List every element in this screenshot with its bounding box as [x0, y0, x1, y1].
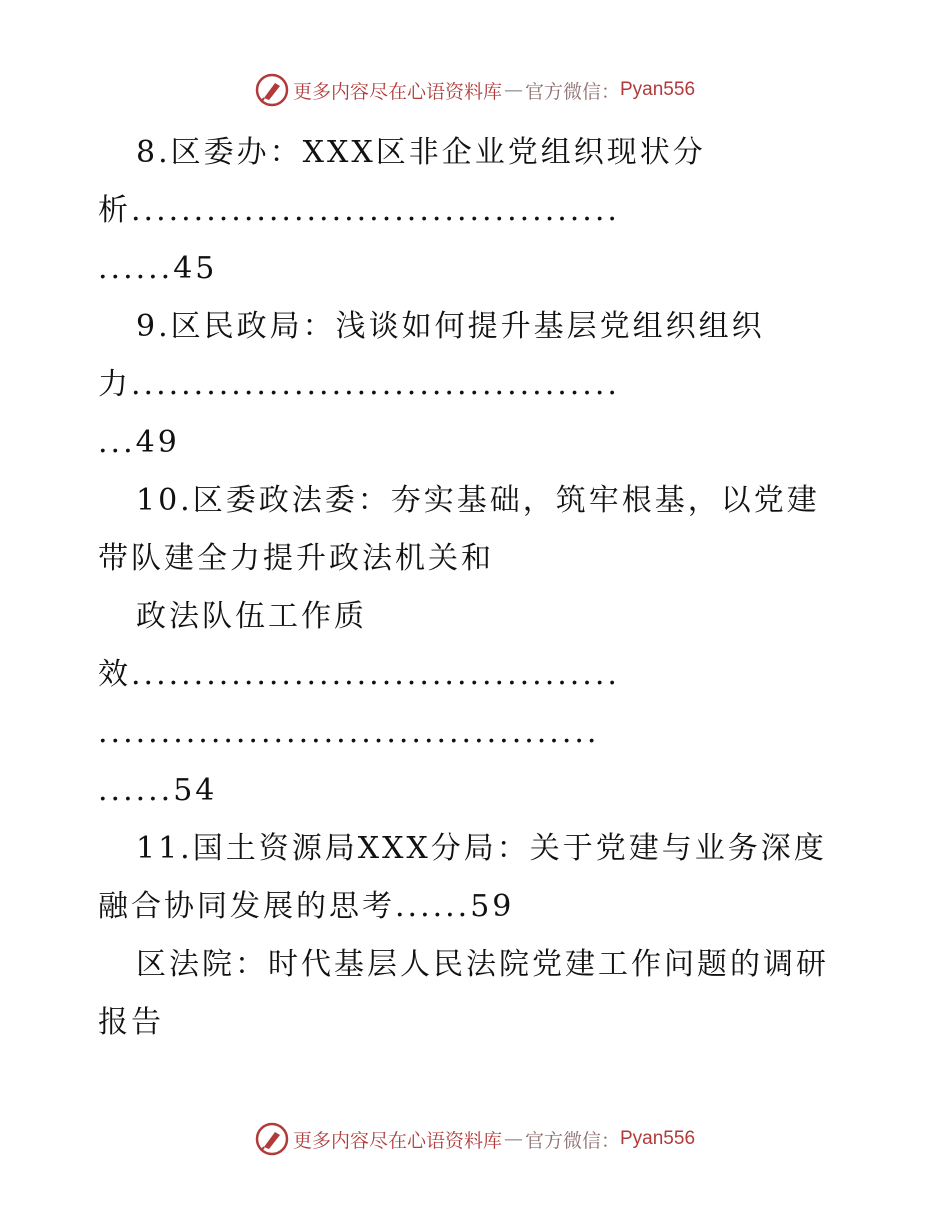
toc-line: 10.区委政法委：夯实基础，筑牢根基，以党建 [136, 483, 820, 518]
quill-logo-icon [255, 73, 289, 107]
toc-line: 带队建全力提升政法机关和 [98, 541, 494, 576]
toc-line: 效....................................... [98, 657, 620, 692]
wechat-label: 官方微信： [524, 80, 620, 103]
toc-line: ...49 [98, 425, 180, 460]
toc-line: 8.区委办：XXX区非企业党组织现状分 [136, 135, 706, 170]
toc-line: ......54 [98, 773, 218, 808]
table-of-contents [98, 124, 850, 1052]
toc-line: 融合协同发展的思考......59 [98, 889, 515, 924]
wechat-id: Pyan556 [620, 79, 696, 100]
toc-line: ......45 [98, 251, 218, 286]
header-watermark [0, 70, 950, 110]
banner-text: 更多内容尽在心语资料库 [292, 1129, 502, 1152]
wechat-id: Pyan556 [620, 1128, 696, 1149]
quill-logo-icon [255, 1122, 289, 1156]
banner-separator: — [503, 79, 523, 101]
toc-line: 9.区民政局：浅谈如何提升基层党组织组织 [136, 309, 765, 344]
toc-line: 区法院：时代基层人民法院党建工作问题的调研 [136, 947, 829, 982]
toc-line: 力....................................... [98, 367, 620, 402]
banner-text: 更多内容尽在心语资料库 [292, 80, 502, 103]
toc-line: 11.国土资源局XXX分局：关于党建与业务深度 [136, 831, 827, 866]
toc-line: ........................................ [98, 715, 600, 750]
banner-separator: — [503, 1128, 523, 1150]
toc-line: 析....................................... [98, 193, 620, 228]
wechat-label: 官方微信： [524, 1129, 620, 1152]
toc-line: 政法队伍工作质 [136, 599, 367, 634]
footer-watermark [0, 1119, 950, 1159]
toc-line: 报告 [98, 1005, 164, 1040]
